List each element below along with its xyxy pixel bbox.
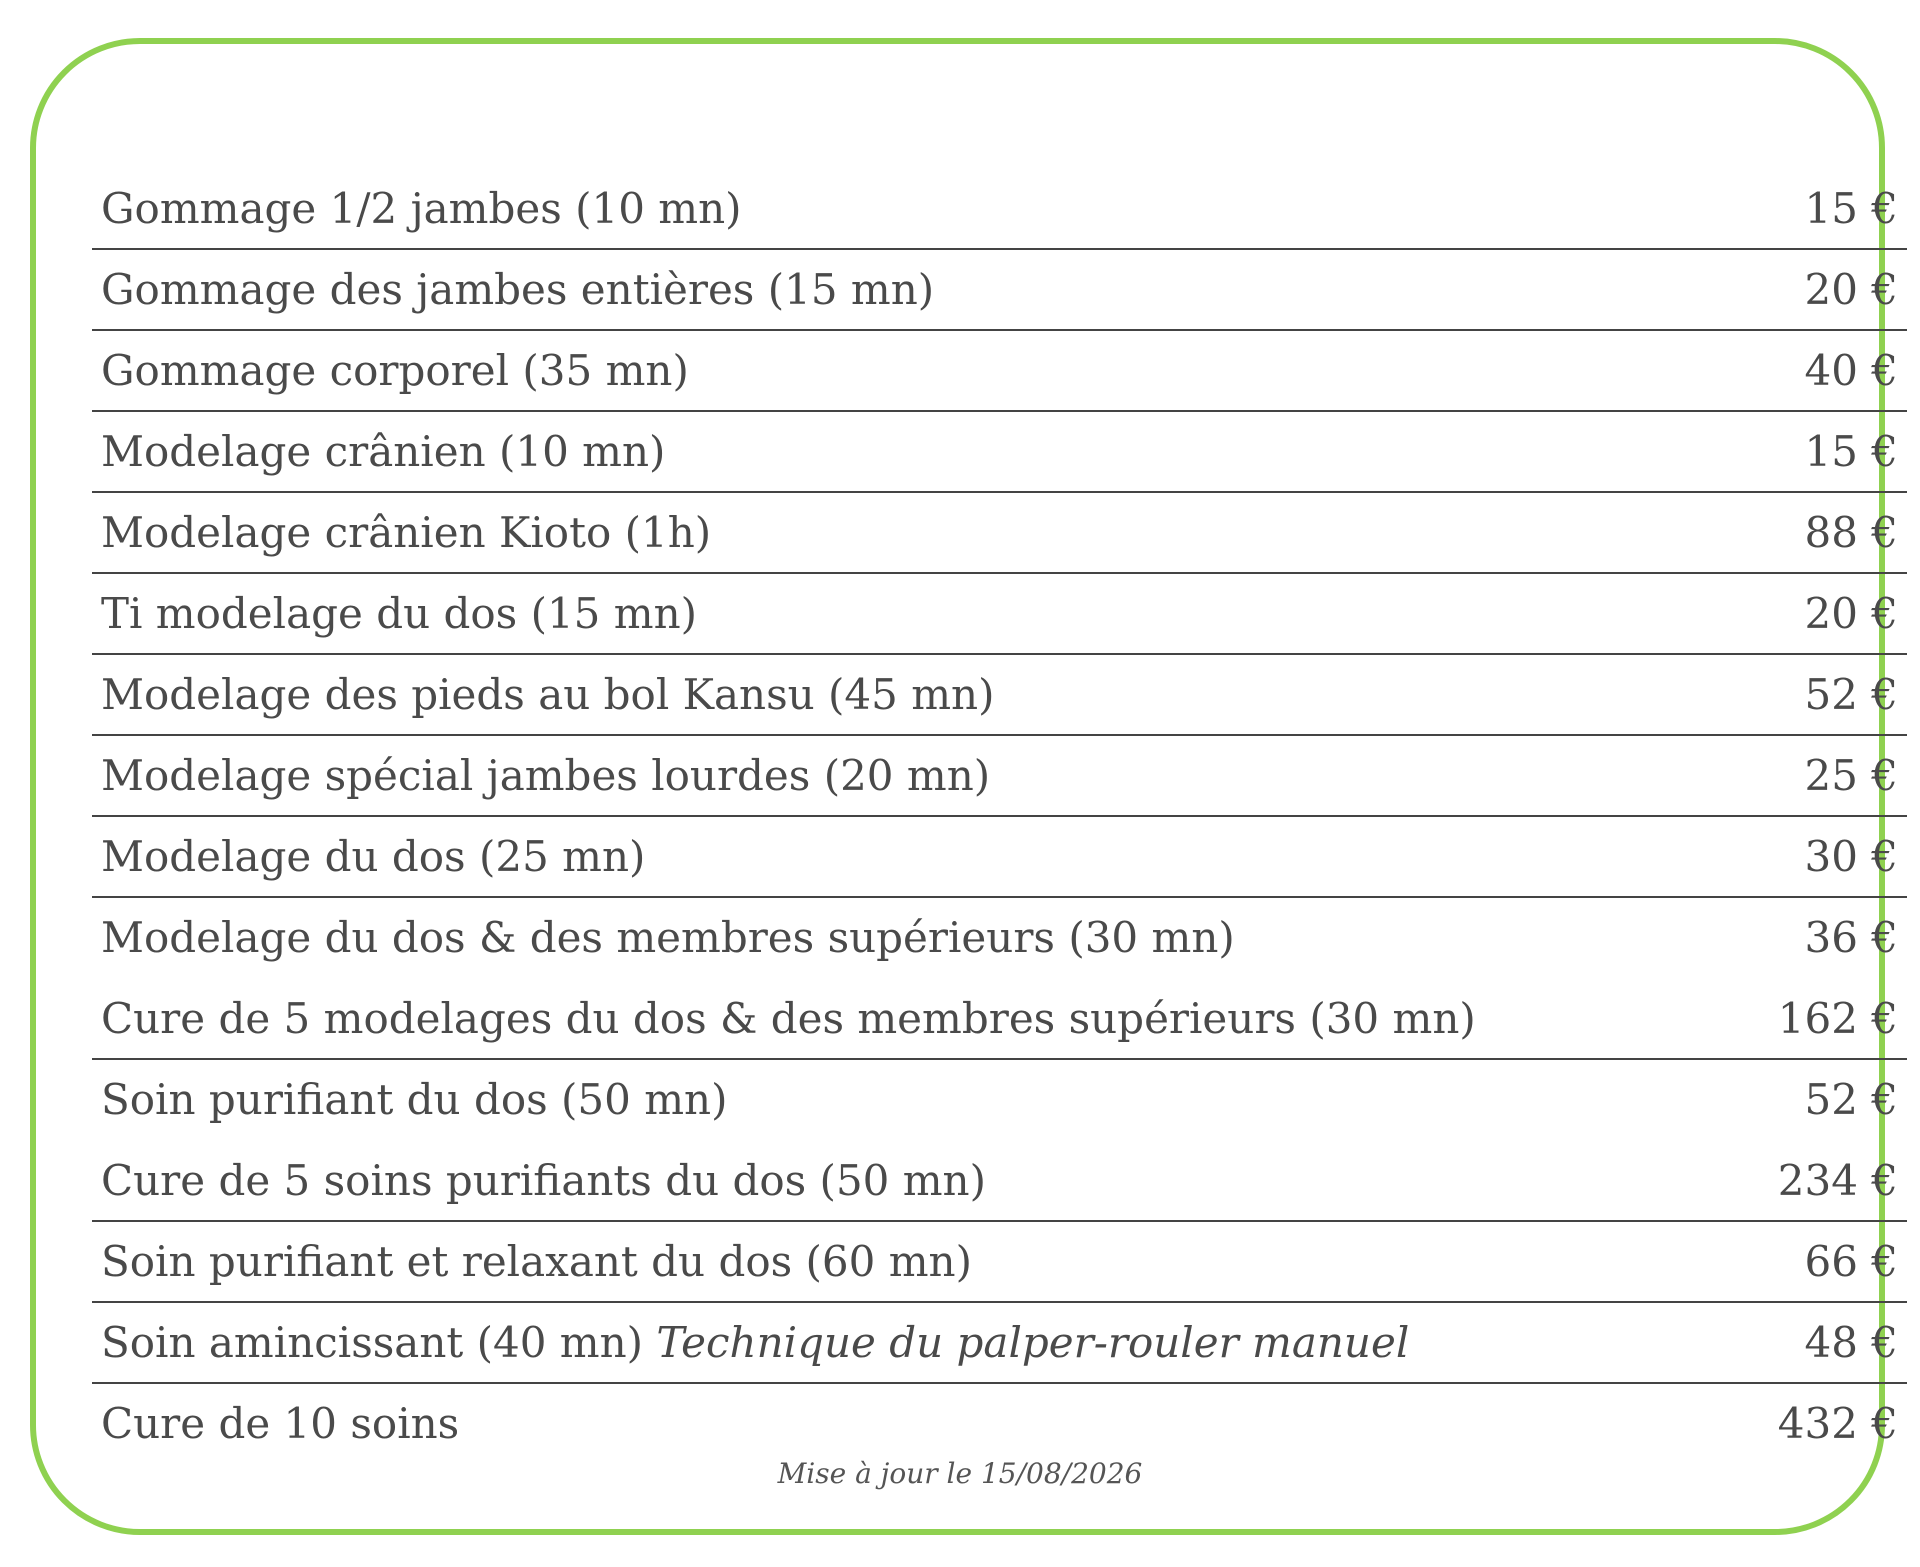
service-price: 25 € <box>1804 750 1898 800</box>
price-row <box>92 979 1907 1060</box>
service-price: 52 € <box>1804 1074 1898 1124</box>
service-price: 20 € <box>1804 264 1898 314</box>
service-price: 15 € <box>1804 426 1898 476</box>
price-row <box>92 817 1907 898</box>
service-price: 30 € <box>1804 831 1898 881</box>
service-label: Modelage crânien (10 mn) <box>101 426 666 476</box>
service-label: Soin purifiant et relaxant du dos (60 mn) <box>101 1236 972 1286</box>
price-row <box>92 898 1907 979</box>
service-label: Gommage 1/2 jambes (10 mn) <box>101 183 742 233</box>
service-price: 66 € <box>1804 1236 1898 1286</box>
price-list <box>92 169 1907 1465</box>
service-label: Modelage du dos (25 mn) <box>101 831 646 881</box>
service-label: Ti modelage du dos (15 mn) <box>101 588 698 638</box>
service-price: 88 € <box>1804 507 1898 557</box>
service-label: Modelage spécial jambes lourdes (20 mn) <box>101 750 991 800</box>
last-updated-note: Mise à jour le 15/08/2026 <box>777 1457 1143 1490</box>
service-price: 48 € <box>1804 1317 1898 1367</box>
service-label: Gommage des jambes entières (15 mn) <box>101 264 935 314</box>
price-row <box>92 574 1907 655</box>
price-row <box>92 1384 1907 1465</box>
service-label: Modelage crânien Kioto (1h) <box>101 507 712 557</box>
service-label: Soin amincissant (40 mn) Technique du palper-rouler manuel <box>101 1317 1410 1367</box>
service-label: Modelage des pieds au bol Kansu (45 mn) <box>101 669 995 719</box>
price-row <box>92 655 1907 736</box>
service-label: Cure de 5 modelages du dos & des membres supérieurs (30 mn) <box>101 993 1476 1043</box>
service-price: 234 € <box>1777 1155 1898 1205</box>
service-price: 36 € <box>1804 912 1898 962</box>
service-price: 15 € <box>1804 183 1898 233</box>
service-price: 20 € <box>1804 588 1898 638</box>
price-row <box>92 493 1907 574</box>
price-row <box>92 250 1907 331</box>
service-note: Technique du palper-rouler manuel <box>656 1317 1410 1367</box>
price-row <box>92 1060 1907 1141</box>
service-label: Soin purifiant du dos (50 mn) <box>101 1074 728 1124</box>
price-row <box>92 1222 1907 1303</box>
price-card <box>30 38 1898 1535</box>
service-price: 162 € <box>1777 993 1898 1043</box>
service-price: 432 € <box>1777 1398 1898 1448</box>
price-row <box>92 1141 1907 1222</box>
service-label: Cure de 5 soins purifiants du dos (50 mn) <box>101 1155 986 1205</box>
price-row <box>92 169 1907 250</box>
service-label: Gommage corporel (35 mn) <box>101 345 689 395</box>
price-row <box>92 1303 1907 1384</box>
service-label: Modelage du dos & des membres supérieurs (30 mn) <box>101 912 1235 962</box>
price-row <box>92 412 1907 493</box>
price-row <box>92 331 1907 412</box>
price-row <box>92 736 1907 817</box>
service-price: 52 € <box>1804 669 1898 719</box>
service-label: Cure de 10 soins <box>101 1398 460 1448</box>
service-price: 40 € <box>1804 345 1898 395</box>
